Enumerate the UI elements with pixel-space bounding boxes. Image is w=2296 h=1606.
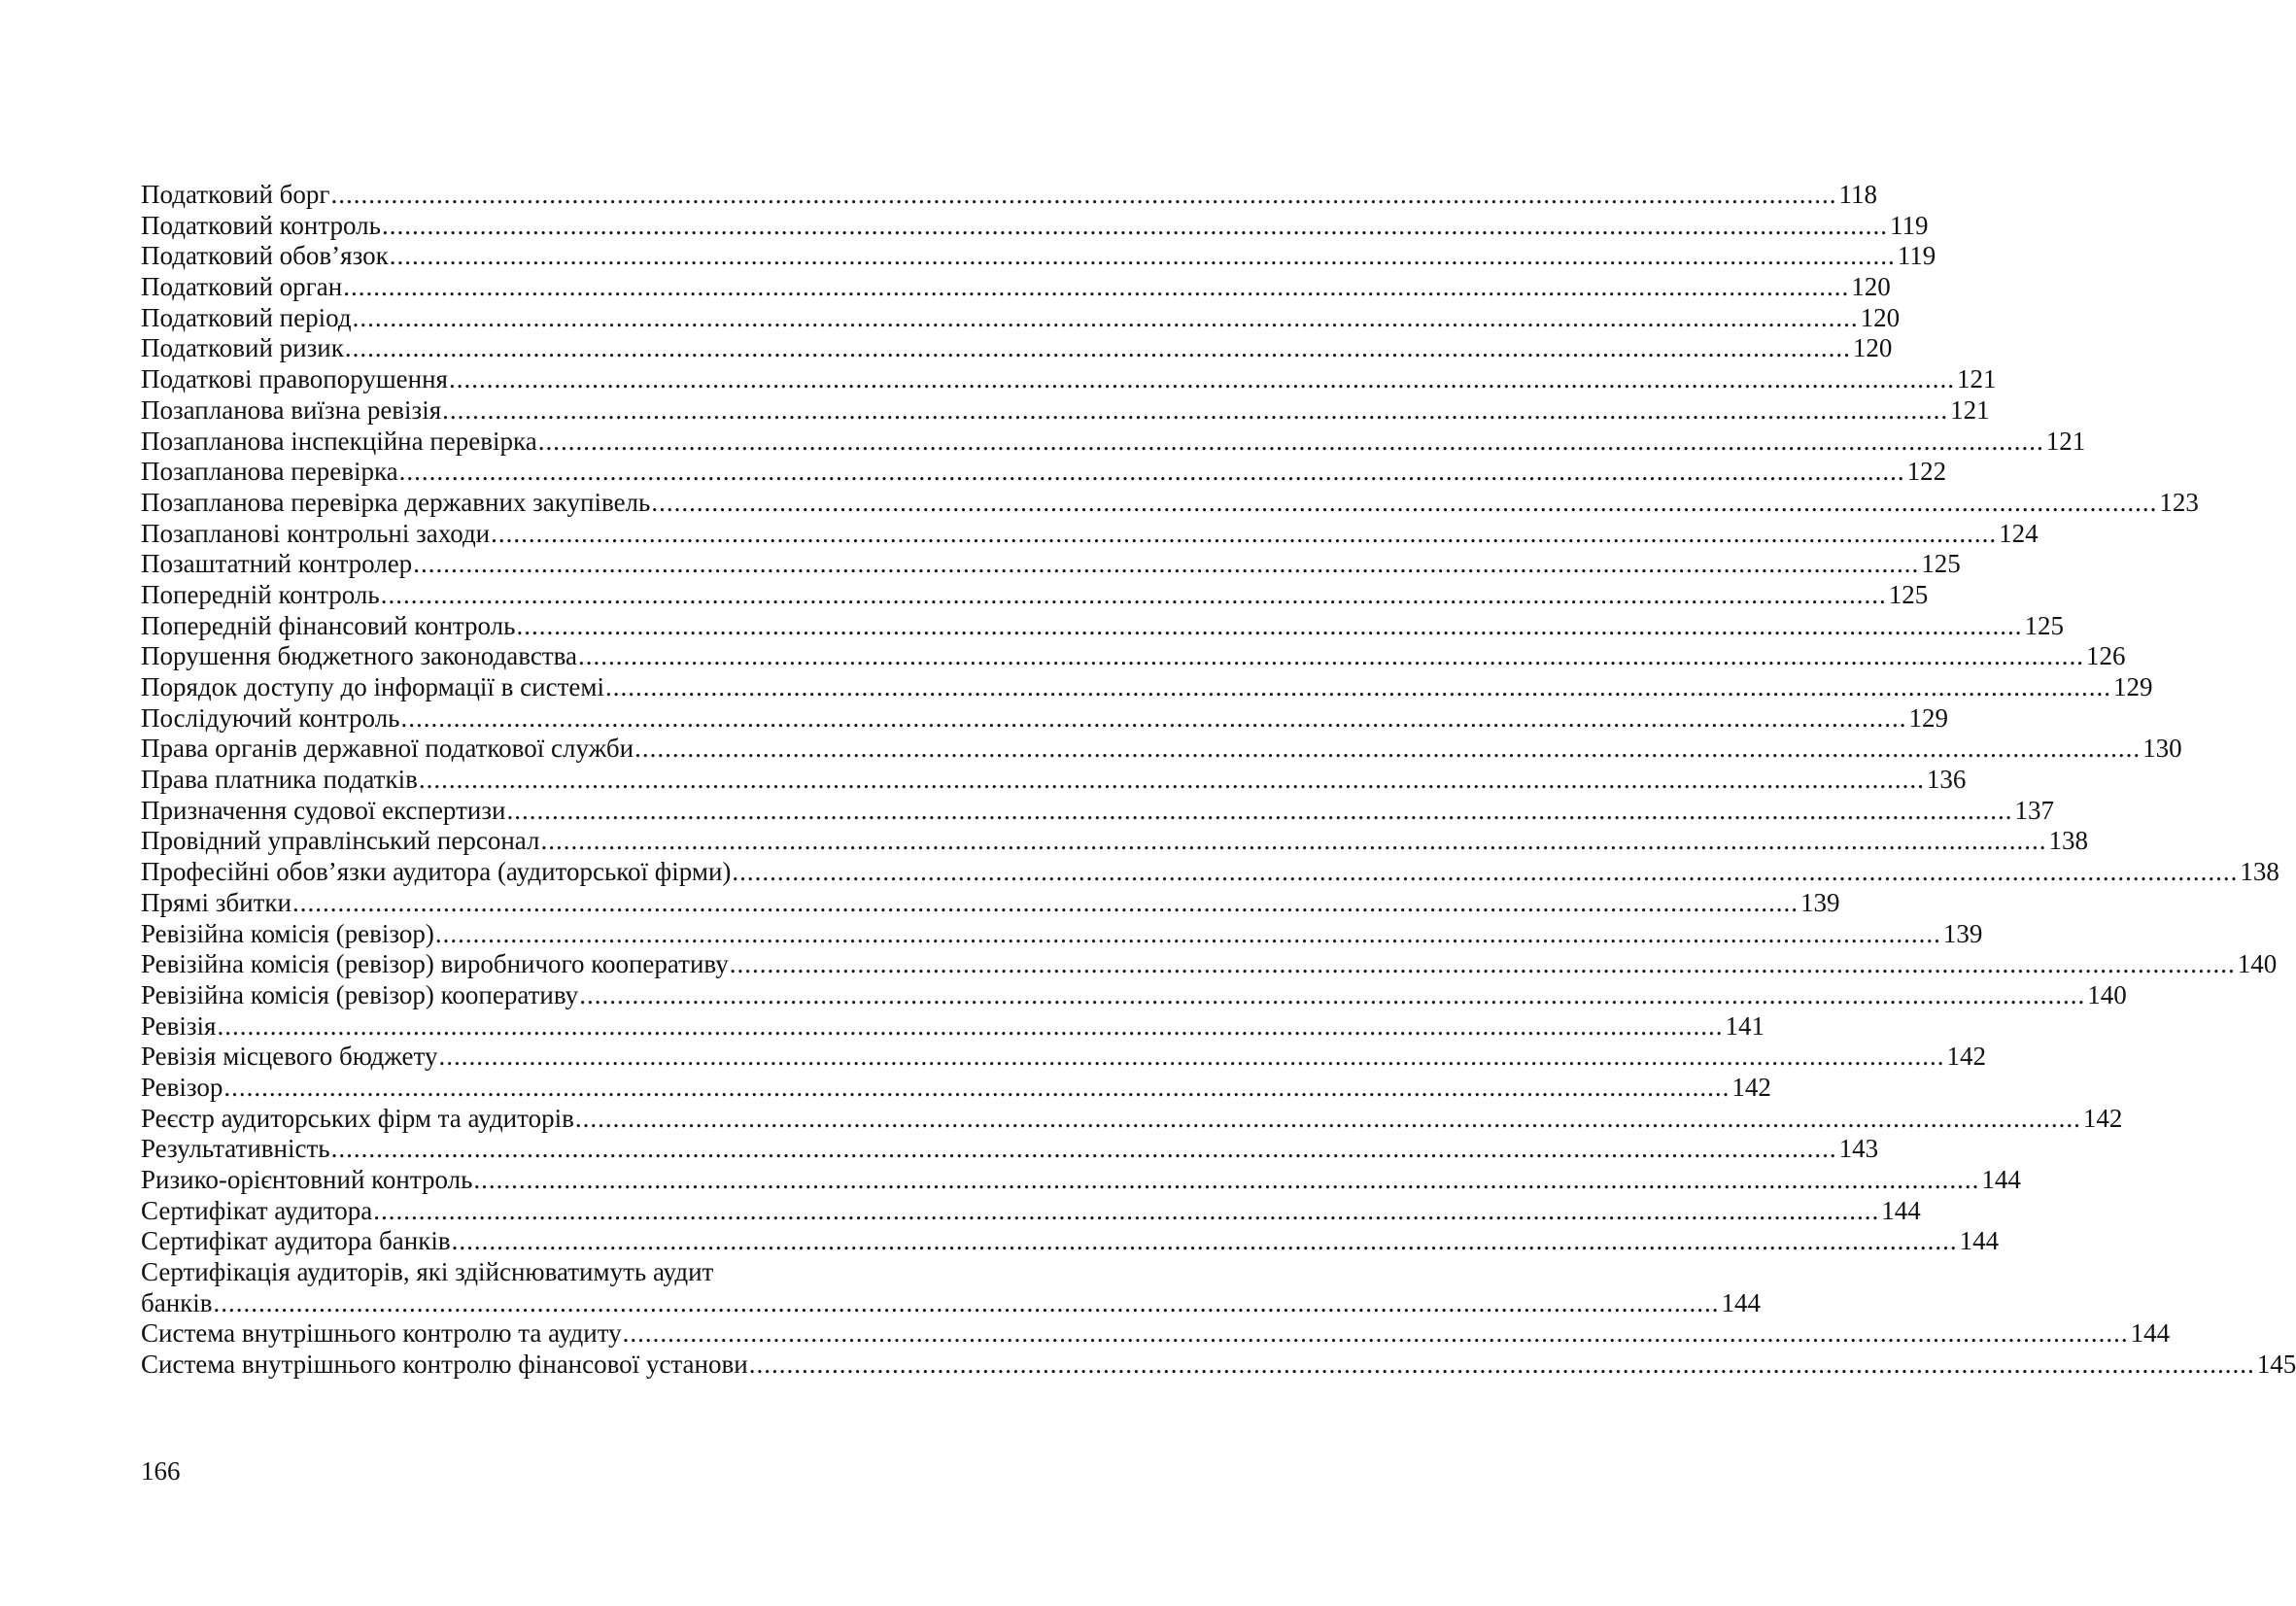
toc-entry [141, 672, 2153, 703]
toc-entry-page: 144 [1721, 1287, 1762, 1317]
toc-entry [141, 1010, 1765, 1042]
toc-entry-title: Порядок доступу до інформації в системі [141, 672, 604, 701]
toc-entry-title: Реєстр аудиторських фірм та аудиторів [141, 1103, 574, 1133]
dot-leader: ........................................................................................................................................................................................................ [352, 302, 1859, 332]
toc-entry [141, 702, 1948, 735]
dot-leader: ........................................................................................................................................................................................................ [344, 333, 1851, 363]
toc-entry-page: 118 [1838, 180, 1877, 209]
dot-leader: ........................................................................................................................................................................................................ [491, 518, 1998, 548]
dot-leader: ........................................................................................................................................................................................................ [577, 641, 2084, 671]
toc-trailing-list [141, 1318, 2296, 1380]
toc-entry-page: 136 [1926, 765, 1967, 795]
toc-entry-title: Результативність [141, 1134, 330, 1164]
toc-entry [141, 549, 1961, 580]
dot-leader: ........................................................................................................................................................................................................ [729, 949, 2236, 979]
toc-entry-page: 141 [1725, 1010, 1765, 1041]
dot-leader: ........................................................................................................................................................................................................ [330, 1134, 1837, 1164]
toc-entry-title: Позапланова перевірка державних закупівель [141, 487, 651, 517]
toc-entry [141, 1165, 2021, 1196]
toc-entry-title: Позапланова виїзна ревізія [141, 394, 442, 425]
dot-leader: ........................................................................................................................................................................................................ [418, 765, 1925, 795]
toc-entry [141, 364, 1997, 395]
toc-entry-title: Сертифікат аудитора [141, 1195, 373, 1225]
page-number: 166 [141, 1456, 181, 1486]
toc-entry [141, 272, 1891, 303]
toc-entry-title: Ревізійна комісія (ревізор) [141, 918, 434, 948]
toc-entry [141, 1287, 1762, 1319]
toc-entry-title: Попередній фінансовий контроль [141, 610, 516, 640]
dot-leader: ........................................................................................................................................................................................................ [330, 180, 1837, 209]
toc-main-list [141, 180, 2279, 1257]
toc-entry [141, 487, 2199, 519]
toc-entry-title: Ревізія місцевого бюджету [141, 1042, 438, 1072]
toc-entry-title: Порушення бюджетного законодавства [141, 641, 577, 671]
toc-entry-title: Права органів державної податкової служби [141, 734, 634, 764]
toc-entry-title: Права платника податків [141, 765, 418, 795]
toc-entry-page: 121 [2045, 426, 2086, 456]
toc-entry-page: 130 [2142, 734, 2182, 764]
dot-leader: ........................................................................................................................................................................................................ [451, 1226, 1958, 1256]
toc-entry-page: 145 [2256, 1350, 2296, 1380]
toc-entry-page: 144 [1959, 1226, 2000, 1256]
toc-entry [141, 180, 1877, 211]
toc-entry-wrapped-first-line: Сертифікація аудиторів, які здійснюватимуть аудит [141, 1257, 714, 1287]
toc-entry-page: 120 [1860, 302, 1901, 332]
toc-entry-title: Позапланова інспекційна перевірка [141, 426, 537, 456]
toc-entry-page: 129 [1908, 702, 1948, 733]
toc-entry-page: 144 [1881, 1195, 1921, 1225]
dot-leader: ........................................................................................................................................................................................................ [291, 887, 1799, 917]
toc-entry-page: 143 [1838, 1134, 1879, 1164]
toc-entry [141, 765, 1967, 796]
dot-leader: ........................................................................................................................................................................................................ [223, 1072, 1731, 1102]
toc-entry-title: Провідний управлінський персонал [141, 826, 540, 856]
toc-entry-title: Податковий орган [141, 272, 343, 302]
toc-entry-title: Послідуючий контроль [141, 702, 400, 733]
toc-entry-title: Система внутрішнього контролю фінансової установи [141, 1350, 748, 1380]
toc-entry-page: 129 [2112, 672, 2153, 701]
toc-entry-title: Прямі збитки [141, 887, 291, 917]
toc-entry-title: Позаштатний контролер [141, 549, 413, 579]
toc-entry-page: 121 [1956, 364, 1997, 394]
table-of-contents [141, 180, 2296, 1381]
toc-entry [141, 1195, 1921, 1227]
toc-entry-page: 122 [1906, 457, 1947, 487]
dot-leader: ........................................................................................................................................................................................................ [213, 1287, 1720, 1317]
toc-entry [141, 610, 2064, 642]
toc-entry-title: Система внутрішнього контролю та аудиту [141, 1318, 622, 1349]
toc-entry-page: 123 [2159, 487, 2199, 517]
toc-entry-title: Податковий обов’язок [141, 241, 389, 271]
toc-entry-page: 142 [2082, 1103, 2123, 1133]
toc-entry [141, 795, 2054, 827]
dot-leader: ........................................................................................................................................................................................................ [634, 734, 2142, 764]
toc-entry-page: 140 [2087, 979, 2127, 1009]
toc-entry-page: 120 [1852, 333, 1893, 363]
toc-entry-page: 140 [2237, 949, 2278, 979]
dot-leader: ........................................................................................................................................................................................................ [574, 1103, 2081, 1133]
dot-leader: ........................................................................................................................................................................................................ [398, 457, 1905, 487]
toc-entry [141, 1318, 2171, 1350]
toc-entry [141, 887, 1840, 919]
toc-entry [141, 457, 1947, 488]
toc-entry-title: Податковий борг [141, 180, 330, 209]
toc-entry [141, 918, 1983, 950]
toc-entry-page: 144 [2130, 1318, 2171, 1349]
toc-entry-title: Ревізійна комісія (ревізор) кооперативу [141, 979, 579, 1009]
toc-entry [141, 1226, 2000, 1257]
toc-entry [141, 1072, 1771, 1104]
dot-leader: ........................................................................................................................................................................................................ [651, 487, 2158, 517]
dot-leader: ........................................................................................................................................................................................................ [579, 979, 2086, 1009]
toc-entry-title: Призначення судової експертизи [141, 795, 506, 825]
toc-entry-page: 126 [2085, 641, 2126, 671]
toc-entry-title: Ревізія [141, 1010, 217, 1041]
toc-entry-page: 125 [2024, 610, 2064, 640]
toc-entry [141, 333, 1893, 364]
dot-leader: ........................................................................................................................................................................................................ [438, 1042, 1945, 1072]
dot-leader: ........................................................................................................................................................................................................ [732, 857, 2239, 887]
dot-leader: ........................................................................................................................................................................................................ [448, 364, 1955, 394]
toc-entry-title: Податковий ризик [141, 333, 344, 363]
toc-entry-page: 125 [1888, 579, 1929, 609]
dot-leader: ........................................................................................................................................................................................................ [389, 241, 1896, 271]
toc-entry-title: Професійні обов’язки аудитора (аудиторської фірми) [141, 857, 732, 887]
toc-entry-title: Ризико-орієнтовний контроль [141, 1165, 473, 1194]
toc-entry-page: 142 [1946, 1042, 1986, 1072]
toc-entry [141, 826, 2088, 857]
toc-entry [141, 949, 2278, 980]
toc-entry-page: 138 [2240, 857, 2279, 887]
toc-entry-title: Податковий період [141, 302, 352, 332]
toc-entry-title: банків [141, 1287, 213, 1317]
toc-entry-page: 139 [1942, 918, 1983, 948]
toc-entry-page: 137 [2014, 795, 2054, 825]
toc-entry-page: 119 [1889, 210, 1929, 240]
toc-entry-page: 119 [1897, 241, 1936, 271]
dot-leader: ........................................................................................................................................................................................................ [473, 1165, 1980, 1194]
toc-entry [141, 394, 1990, 427]
toc-entry [141, 302, 1901, 334]
toc-entry-title: Ревізійна комісія (ревізор) виробничого кооперативу [141, 949, 729, 979]
toc-entry [141, 1350, 2296, 1381]
dot-leader: ........................................................................................................................................................................................................ [343, 272, 1850, 302]
dot-leader: ........................................................................................................................................................................................................ [540, 826, 2047, 856]
toc-entry-page: 138 [2048, 826, 2088, 856]
dot-leader: ........................................................................................................................................................................................................ [217, 1010, 1724, 1041]
dot-leader: ........................................................................................................................................................................................................ [400, 702, 1907, 733]
toc-entry [141, 1134, 1879, 1165]
toc-entry [141, 579, 1929, 611]
toc-entry-page: 125 [1921, 549, 1961, 579]
toc-entry-page: 144 [1981, 1165, 2021, 1194]
toc-entry-page: 121 [1950, 394, 1990, 425]
toc-entry [141, 979, 2127, 1011]
dot-leader: ........................................................................................................................................................................................................ [413, 549, 1920, 579]
toc-entry [141, 857, 2279, 888]
toc-entry-page: 142 [1731, 1072, 1771, 1102]
dot-leader: ........................................................................................................................................................................................................ [604, 672, 2111, 701]
toc-entry-title: Позапланова перевірка [141, 457, 398, 487]
toc-entry-title: Податкові правопорушення [141, 364, 448, 394]
toc-entry-title: Позапланові контрольні заходи [141, 518, 491, 548]
toc-entry-title: Попередній контроль [141, 579, 380, 609]
toc-entry-title: Сертифікат аудитора банків [141, 1226, 451, 1256]
dot-leader: ........................................................................................................................................................................................................ [506, 795, 2013, 825]
dot-leader: ........................................................................................................................................................................................................ [373, 1195, 1880, 1225]
toc-entry-title: Податковий контроль [141, 210, 381, 240]
toc-entry-page: 139 [1799, 887, 1840, 917]
toc-entry [141, 210, 1929, 242]
toc-entry [141, 426, 2086, 458]
toc-entry-page: 120 [1851, 272, 1891, 302]
toc-entry [141, 241, 1936, 272]
toc-entry-title: Ревізор [141, 1072, 223, 1102]
toc-entry [141, 1103, 2123, 1135]
dot-leader: ........................................................................................................................................................................................................ [434, 918, 1941, 948]
toc-entry [141, 641, 2126, 672]
dot-leader: ........................................................................................................................................................................................................ [748, 1350, 2255, 1380]
toc-entry-page: 124 [1999, 518, 2039, 548]
toc-entry [141, 1042, 1986, 1073]
toc-entry [141, 734, 2182, 765]
toc-entry [141, 518, 2039, 550]
dot-leader: ........................................................................................................................................................................................................ [381, 210, 1888, 240]
dot-leader: ........................................................................................................................................................................................................ [622, 1318, 2129, 1349]
dot-leader: ........................................................................................................................................................................................................ [516, 610, 2023, 640]
dot-leader: ........................................................................................................................................................................................................ [537, 426, 2044, 456]
dot-leader: ........................................................................................................................................................................................................ [442, 394, 1949, 425]
dot-leader: ........................................................................................................................................................................................................ [380, 579, 1887, 609]
